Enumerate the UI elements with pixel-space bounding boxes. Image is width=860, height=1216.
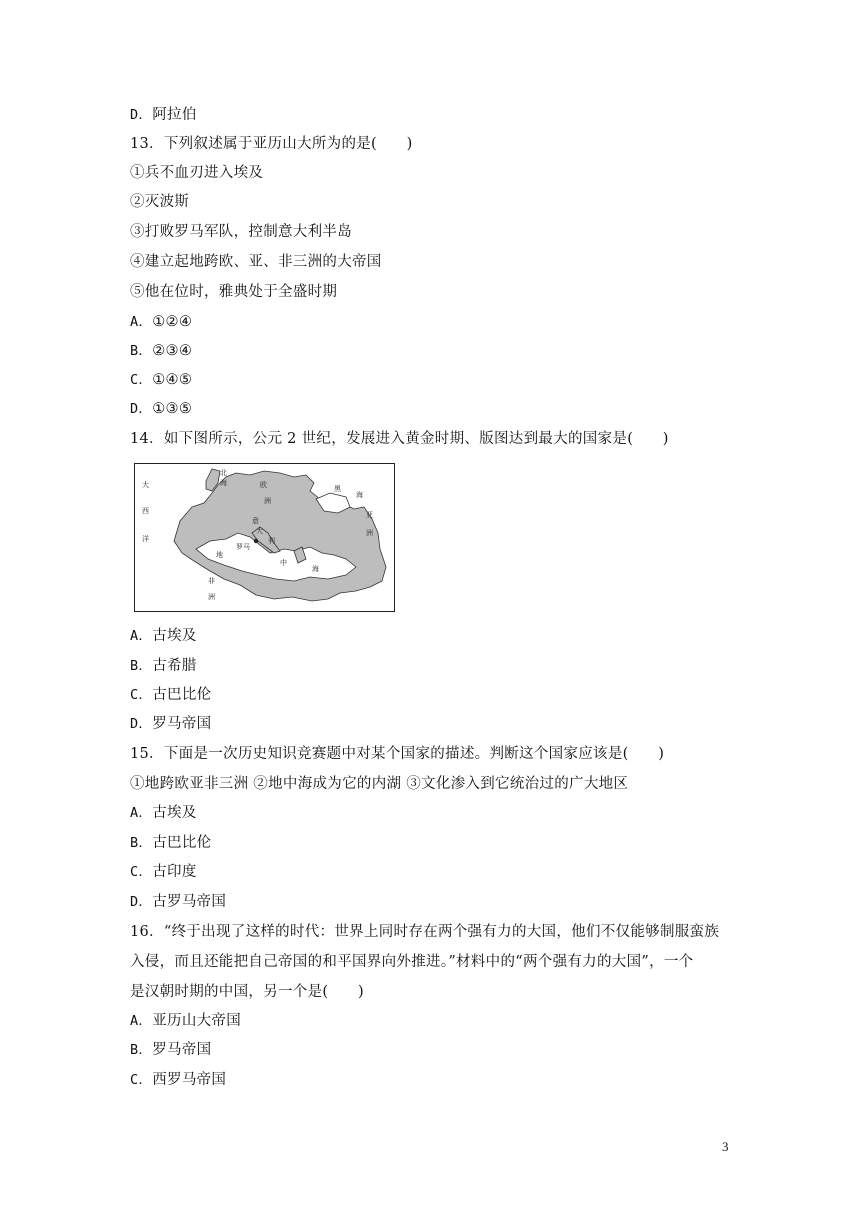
question-13-item-1: ①兵不血刃进入埃及 — [130, 165, 264, 181]
option-d: D．罗马帝国 — [130, 716, 212, 732]
page-number: 3 — [722, 1139, 729, 1154]
option-c: C．古印度 — [130, 864, 197, 880]
option-b: B．罗马帝国 — [130, 1042, 212, 1058]
map-label-da2: 大 — [256, 527, 263, 535]
option-c: C．西罗马帝国 — [130, 1072, 227, 1088]
map-label-yi: 意 — [252, 517, 259, 525]
rome-marker-icon — [254, 539, 258, 543]
map-label-ya: 亚 — [366, 511, 373, 519]
option-b: B．②③④ — [130, 343, 193, 359]
map-label-hai3: 海 — [312, 565, 319, 573]
option-b: B．古希腊 — [130, 658, 197, 674]
option-c: C．古巴比伦 — [130, 687, 212, 703]
map-label-di: 地 — [216, 551, 223, 559]
map-label-luoma: 罗马 — [236, 543, 250, 551]
question-16-stem-line-2: 入侵，而且还能把自己帝国的和平国界向外推进。”材料中的“两个强有力的大国”，一个 — [130, 954, 694, 970]
option-d: D．古罗马帝国 — [130, 894, 227, 910]
question-13-item-3: ③打败罗马军队，控制意大利半岛 — [130, 224, 352, 240]
question-15-stem: 15．下面是一次历史知识竞赛题中对某个国家的描述。判断这个国家应该是( ) — [130, 746, 665, 762]
map-label-zhou2: 洲 — [366, 529, 373, 537]
option-a: A．古埃及 — [130, 805, 197, 821]
map-label-ou: 欧 — [260, 481, 267, 489]
question-14-stem: 14．如下图所示，公元 2 世纪，发展进入黄金时期、版图达到最大的国家是( ) — [130, 431, 669, 447]
question-13-stem: 13．下列叙述属于亚历山大所为的是( ) — [130, 136, 413, 152]
map-label-hai1: 海 — [220, 479, 227, 487]
map-label-yang: 洋 — [142, 535, 149, 543]
option-d: D．阿拉伯 — [130, 107, 197, 123]
option-a: A．亚历山大帝国 — [130, 1013, 242, 1029]
option-a: A．①②④ — [130, 314, 193, 330]
option-a: A．古埃及 — [130, 628, 197, 644]
roman-empire-map — [134, 463, 396, 613]
question-13-item-5: ⑤他在位时，雅典处于全盛时期 — [130, 284, 338, 300]
map-label-bei: 北 — [220, 469, 227, 477]
map-label-xi: 西 — [142, 507, 149, 515]
question-13-item-2: ②灭波斯 — [130, 194, 190, 210]
question-13-item-4: ④建立起地跨欧、亚、非三洲的大帝国 — [130, 254, 382, 270]
map-label-da: 大 — [142, 481, 149, 489]
question-16-stem-line-1: 16．“终于出现了这样的时代：世界上同时存在两个强有力的大国，他们不仅能够制服蛮族 — [130, 924, 720, 940]
option-c: C．①④⑤ — [130, 372, 193, 388]
map-label-li: 利 — [268, 537, 275, 545]
map-label-fei: 非 — [208, 577, 215, 585]
map-label-hei: 黑 — [334, 485, 341, 493]
option-b: B．古巴比伦 — [130, 835, 212, 851]
map-label-zhou3: 洲 — [208, 593, 215, 601]
map-label-zhou1: 洲 — [264, 497, 271, 505]
map-label-hai2: 海 — [356, 491, 363, 499]
question-15-description: ①地跨欧亚非三洲 ②地中海成为它的内湖 ③文化渗入到它统治过的广大地区 — [130, 776, 629, 792]
option-d: D．①③⑤ — [130, 401, 193, 417]
map-label-zhong: 中 — [280, 559, 287, 567]
question-16-stem-line-3: 是汉朝时期的中国，另一个是( ) — [130, 984, 364, 1000]
